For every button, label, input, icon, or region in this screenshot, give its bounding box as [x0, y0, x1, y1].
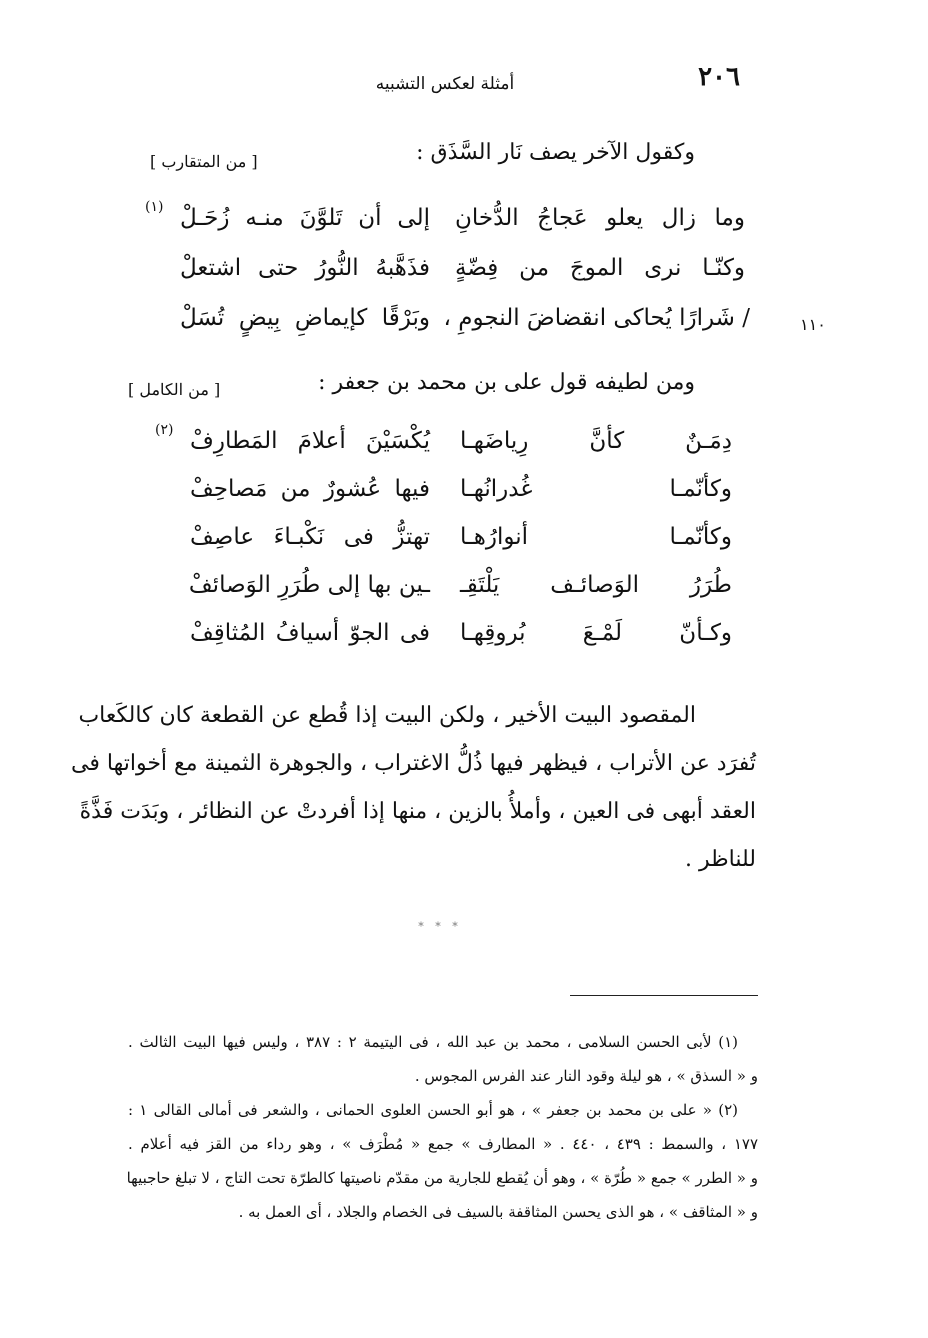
margin-number: ١١٠: [800, 315, 826, 334]
prose-line: للناظر .: [685, 847, 756, 872]
verse: [0, 524, 928, 568]
verse-second-hemistich: إلى أن تَلوَّنَ منـه زُحَـلْ: [180, 205, 430, 231]
footnote-2-line: ١٧٧ ، والسمط : ٤٣٩ ، ٤٤٠ . « المطارف » جمع « مُطْرَف » ، وهو رداء من القز فيه أعلام .: [128, 1135, 758, 1153]
prose-line: تُفرَد عن الأتراب ، فيظهر فيها ذُلُّ الاغتراب ، والجوهرة الثمينة مع أخواتها فى: [71, 751, 756, 776]
verse-first-hemistich: دِمَـنٌ كأنَّ رِياضَهـا: [460, 428, 732, 454]
footnotes: [128, 1025, 758, 1229]
verse-first-hemistich: وكنّـا نرى الموجَ من فِضّةٍ: [455, 255, 745, 281]
verse-second-hemistich: وبَرْقًا كإيماضِ بِيضٍ تُسَلْ: [180, 305, 430, 331]
footnote-1-line: (١) لأبى الحسن السلامى ، محمد بن عبد الله ، فى اليتيمة ٢ : ٣٨٧ ، وليس فيها البيت الثالث .: [128, 1033, 738, 1051]
running-title: أمثلة لعكس التشبيه: [375, 74, 515, 94]
section2-intro: ومن لطيفه قول على بن محمد بن جعفر :: [318, 370, 695, 395]
verse: [0, 305, 928, 349]
footnote-1-line: و « السذق » ، هو ليلة وقود النار عند الفرس المجوس .: [414, 1067, 758, 1085]
footnote-ref: (٢): [155, 422, 174, 438]
verse-first-hemistich: / شَرارًا يُحاكى انقضاضَ النجومِ ،: [443, 305, 750, 331]
commentary-paragraph: [71, 692, 756, 884]
verse-first-hemistich: وكأنّمـا غُدرانُهـا: [460, 476, 732, 502]
footnote-rule: [570, 995, 758, 996]
verse-first-hemistich: وكـأنّ لَمْـعَ بُروقِهـا: [460, 620, 732, 646]
verse-second-hemistich: فذَهَّبهُ النُّورُ حتى اشتعلْ: [180, 255, 430, 281]
verse-first-hemistich: وكأنّمـا أنوارُهـا: [460, 524, 732, 550]
verse: [0, 620, 928, 664]
verse: [0, 422, 928, 472]
verse-second-hemistich: يُكْسَيْنَ أعلامَ المَطارِفْ: [190, 428, 430, 454]
verse: [0, 255, 928, 299]
section2-meter: [ من الكامل ]: [128, 380, 221, 399]
section1-meter: [ من المتقارب ]: [150, 152, 258, 171]
footnote-2-line: و « المثاقف » ، هو الذى يحسن المثاقفة بالسيف فى الخصام والجلاد ، أى العمل به .: [238, 1203, 758, 1221]
footnote-ref: (١): [145, 199, 164, 215]
footnote-2-line: و « الطرر » جمع « طُرّة » ، وهو أن يُقطع للجارية من مقدّم ناصيتها كالطرّة تحت التاج ، لا تبلغ حاجبيها: [126, 1169, 758, 1187]
section-ornament: * * *: [418, 920, 462, 933]
verse: [0, 476, 928, 520]
page-number: ٢٠٦: [698, 62, 740, 92]
footnote-2-line: (٢) « على بن محمد بن جعفر » ، هو أبو الحسن العلوى الحمانى ، والشعر فى أمالى القالى ١ :: [128, 1101, 738, 1119]
verse-second-hemistich: تهتزُّ فى نَكْبـاءَ عاصِفْ: [190, 524, 430, 550]
verse-first-hemistich: طُرَرُ الوَصائـف يَلْتَقِـ: [460, 572, 732, 598]
prose-line: العقد أبهى فى العين ، وأملأُ بالزين ، منها إذا أفردتْ عن النظائر ، وبَدَت فَذَّةً: [79, 799, 756, 824]
verse-second-hemistich: فيها عُشورٌ من مَصاحِفْ: [190, 476, 430, 502]
prose-line: المقصود البيت الأخير ، ولكن البيت إذا قُطع عن القطعة كان كالكَعاب: [78, 703, 696, 728]
section1-intro: وكقول الآخر يصف نَار السَّذَق :: [416, 140, 695, 165]
verse-second-hemistich: ـين بها إلى طُرَرِ الوَصائفْ: [188, 572, 430, 598]
verse: [0, 199, 928, 249]
verse-second-hemistich: فى الجوّ أسيافُ المُثاقِفْ: [190, 620, 430, 646]
verse-first-hemistich: وما زال يعلو عَجاجُ الدُّخانِ: [455, 205, 745, 231]
verse: [0, 572, 928, 616]
